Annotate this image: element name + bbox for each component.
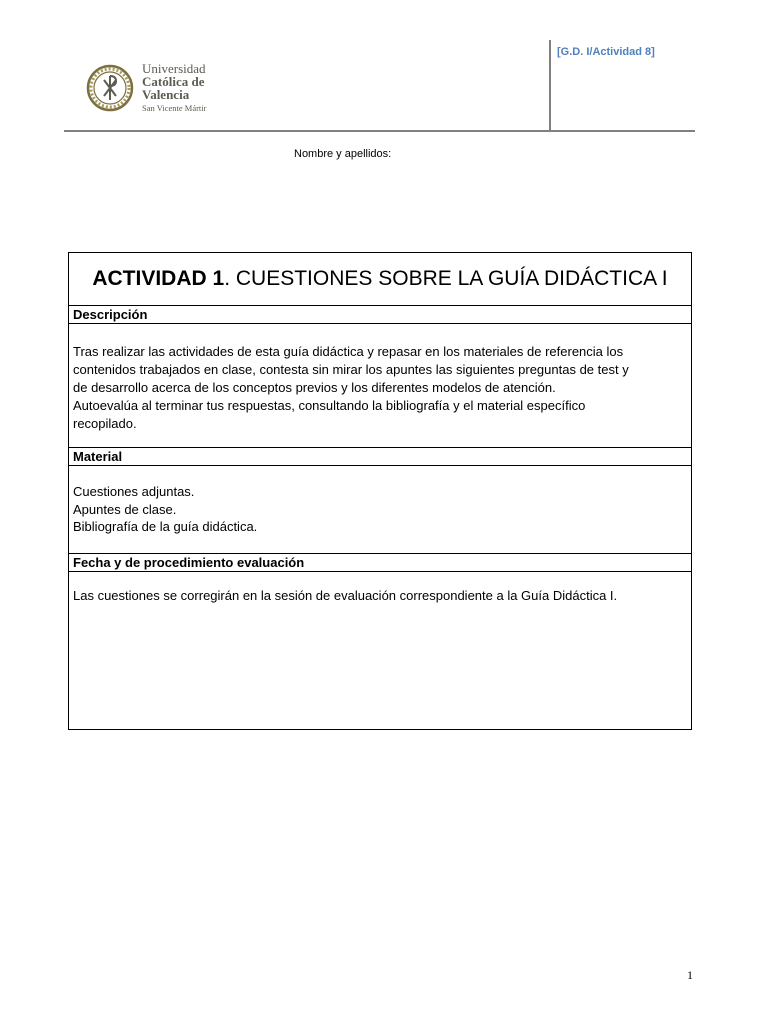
logo-line-3: Valencia (142, 86, 190, 102)
activity-title-text: . CUESTIONES SOBRE LA GUÍA DIDÁCTICA I (224, 267, 668, 290)
description-line: Autoevalúa al terminar tus respuestas, consultando la bibliografía y el material específico (73, 398, 586, 413)
description-line: contenidos trabajados en clase, contesta sin mirar los apuntes las siguientes preguntas de test y (73, 362, 629, 377)
university-logo (86, 52, 234, 124)
logo-wordmark (142, 62, 206, 115)
material-body (69, 466, 691, 554)
name-label: Nombre y apellidos: (294, 148, 392, 160)
material-item: Cuestiones adjuntas. (73, 484, 195, 499)
logo-line-1: Universidad (142, 60, 206, 76)
evaluation-text: Las cuestiones se corregirán en la sesión de evaluación correspondiente a la Guía Didáctica I. (73, 588, 618, 603)
logo-line-4: San Vicente Mártir (142, 102, 207, 113)
university-seal-icon (86, 64, 134, 112)
evaluation-label: Fecha y de procedimiento evaluación (69, 554, 691, 572)
material-item: Apuntes de clase. (73, 501, 177, 517)
header-divider-vertical (549, 40, 551, 132)
evaluation-body (69, 572, 691, 729)
logo-line-2: Católica de (142, 73, 205, 89)
description-line: Tras realizar las actividades de esta guía didáctica y repasar en los materiales de referencia los (73, 344, 624, 359)
activity-title-number: ACTIVIDAD 1 (92, 267, 225, 290)
page-number: 1 (687, 968, 693, 982)
header-divider (64, 130, 695, 132)
description-line: recopilado. (73, 416, 137, 431)
activity-title (69, 253, 691, 306)
description-label: Descripción (69, 306, 691, 324)
activity-table (68, 252, 692, 730)
material-label: Material (69, 448, 691, 466)
material-item: Bibliografía de la guía didáctica. (73, 519, 258, 534)
description-body (69, 324, 691, 448)
document-code: [G.D. I/Actividad 8] (557, 46, 655, 58)
description-line: de desarrollo acerca de los conceptos previos y los diferentes modelos de atención. (73, 380, 556, 395)
